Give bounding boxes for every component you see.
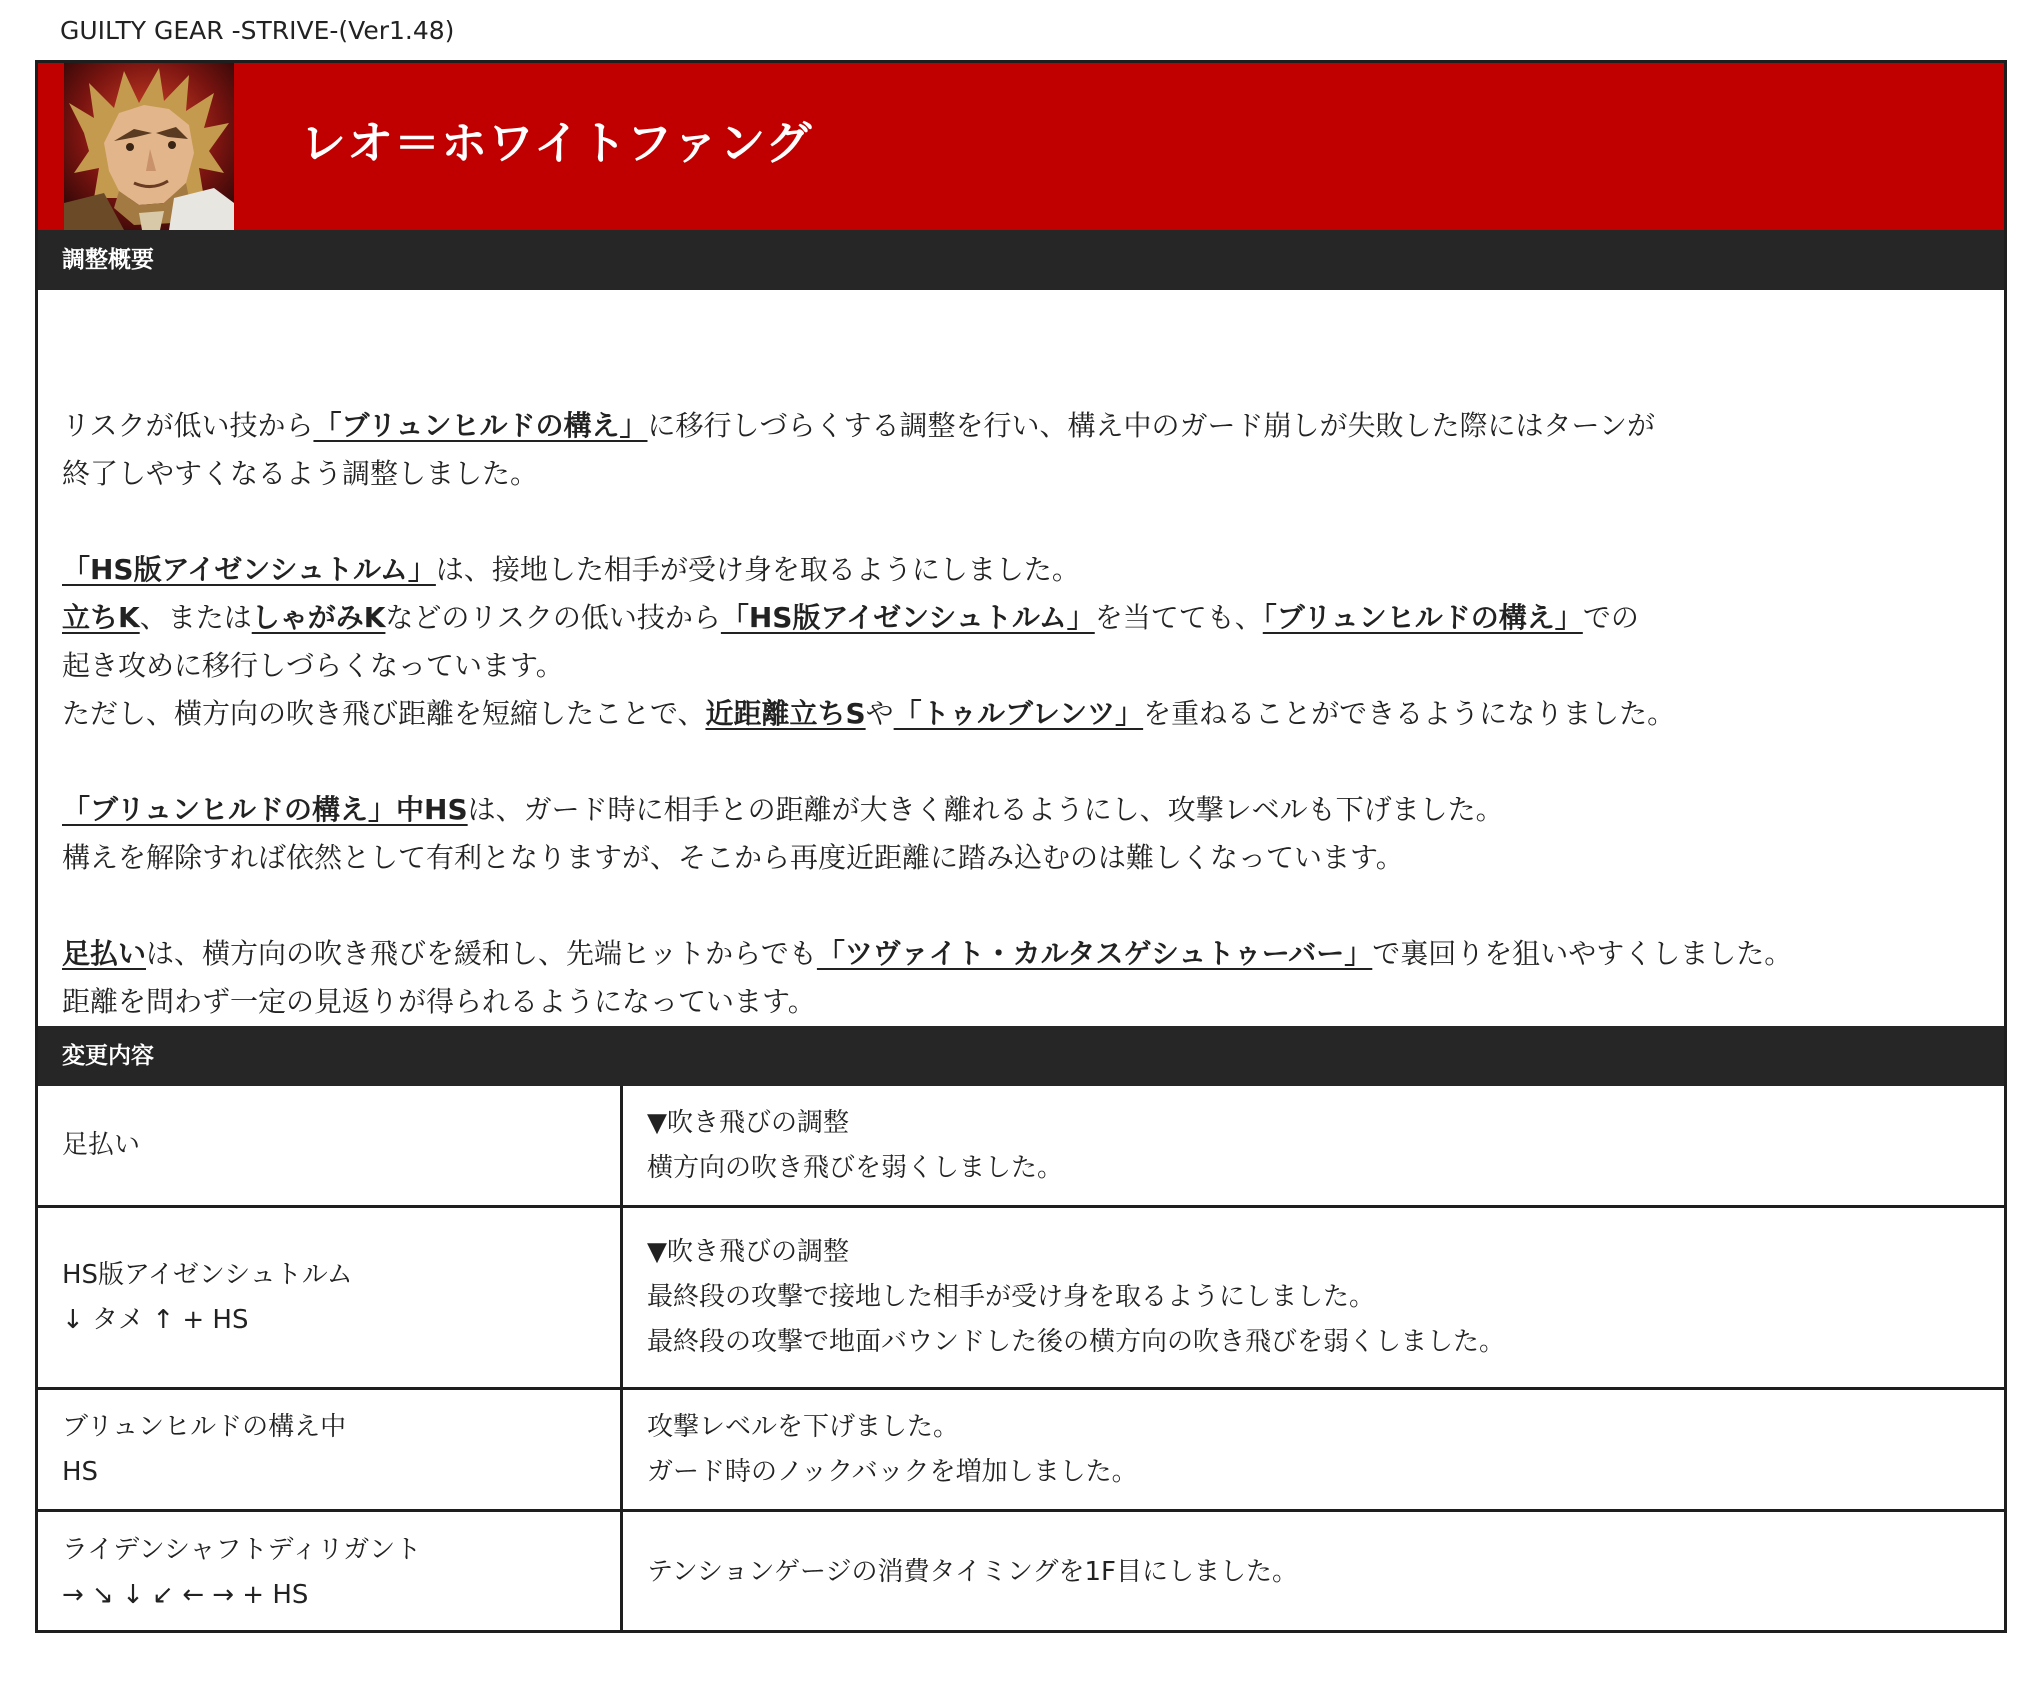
summary-line — [62, 834, 1962, 882]
summary-text: ただし、横方向の吹き飛び距離を短縮したことで、 — [62, 697, 706, 730]
summary-text: は、横方向の吹き飛びを緩和し、先端ヒットからでも — [146, 937, 817, 970]
move-link[interactable]: 「トゥルブレンツ」 — [893, 697, 1144, 730]
changes-table — [38, 1086, 2004, 1633]
move-name: ライデンシャフトディリガント — [62, 1534, 422, 1565]
move-link[interactable]: 「ブリュンヒルドの構え」 — [1262, 601, 1583, 634]
summary-text: 終了しやすくなるよう調整しました。 — [62, 457, 539, 490]
table-row — [38, 1389, 2004, 1511]
move-name: ブリュンヒルドの構え中 — [62, 1411, 347, 1442]
summary-text: で裏回りを狙いやすくしました。 — [1372, 937, 1793, 970]
move-link[interactable]: 足払い — [62, 937, 147, 970]
summary-line — [62, 930, 1962, 978]
section-header-summary: 調整概要 — [38, 230, 2004, 290]
summary-body — [62, 290, 1962, 1026]
summary-text: などのリスクの低い技から — [385, 601, 721, 634]
change-line: 最終段の攻撃で接地した相手が受け身を取るようにしました。 — [647, 1282, 1376, 1312]
move-command: → ↘ ↓ ↙ ← → + HS — [62, 1579, 309, 1610]
move-link[interactable]: しゃがみK — [251, 601, 386, 634]
summary-line — [62, 594, 1962, 642]
move-link[interactable]: 「ツヴァイト・カルタスゲシュトゥーバー」 — [816, 937, 1373, 970]
move-name-cell — [38, 1207, 622, 1389]
move-name: 足払い — [62, 1130, 141, 1160]
summary-line — [62, 690, 1962, 738]
character-name: レオ＝ホワイトファング — [300, 116, 813, 170]
change-description-cell — [622, 1086, 2005, 1207]
summary-text: での — [1582, 601, 1639, 634]
change-line: 最終段の攻撃で地面バウンドした後の横方向の吹き飛びを弱くしました。 — [647, 1327, 1506, 1357]
summary-paragraph — [62, 546, 1962, 738]
summary-line — [62, 450, 1962, 498]
change-line: ▼吹き飛びの調整 — [647, 1107, 849, 1138]
change-description-cell — [622, 1511, 2005, 1634]
change-line: 攻撃レベルを下げました。 — [647, 1411, 960, 1442]
summary-text: は、ガード時に相手との距離が大きく離れるようにし、攻撃レベルも下げました。 — [467, 793, 1504, 826]
summary-line — [62, 402, 1962, 450]
change-description-cell — [622, 1207, 2005, 1389]
move-link[interactable]: 「HS版アイゼンシュトルム」 — [720, 601, 1095, 634]
table-row — [38, 1207, 2004, 1389]
change-line: ガード時のノックバックを増加しました。 — [647, 1456, 1138, 1487]
character-portrait — [64, 63, 234, 230]
change-line: テンションゲージの消費タイミングを1F目にしました。 — [647, 1557, 1298, 1587]
summary-text: や — [865, 697, 894, 730]
move-name-cell — [38, 1511, 622, 1634]
move-link[interactable]: 「ブリュンヒルドの構え」中HS — [62, 793, 468, 826]
summary-text: 構えを解除すれば依然として有利となりますが、そこから再度近距離に踏み込むのは難しくなっています。 — [62, 841, 1404, 874]
section-header-changes: 変更内容 — [38, 1026, 2004, 1086]
summary-text: は、接地した相手が受け身を取るようにしました。 — [435, 553, 1080, 586]
move-link[interactable]: 「ブリュンヒルドの構え」 — [313, 409, 648, 442]
move-name-cell — [38, 1086, 622, 1207]
summary-text: 距離を問わず一定の見返りが得られるようになっています。 — [62, 985, 816, 1018]
table-row — [38, 1511, 2004, 1634]
summary-paragraph — [62, 930, 1962, 1026]
change-line: 横方向の吹き飛びを弱くしました。 — [647, 1152, 1064, 1183]
change-description-cell — [622, 1389, 2005, 1511]
portrait-illustration — [64, 63, 234, 230]
move-link[interactable]: 「HS版アイゼンシュトルム」 — [62, 553, 436, 586]
summary-text: を当てても、 — [1094, 601, 1263, 634]
game-title: GUILTY GEAR -STRIVE-(Ver1.48) — [60, 16, 455, 45]
move-command: HS — [62, 1456, 99, 1487]
character-header — [38, 63, 2004, 230]
move-name: HS版アイゼンシュトルム — [62, 1259, 353, 1290]
character-card — [35, 60, 2007, 1633]
change-line: ▼吹き飛びの調整 — [647, 1237, 849, 1267]
summary-line — [62, 978, 1962, 1026]
summary-text: に移行しづらくする調整を行い、構え中のガード崩しが失敗した際にはターンが — [647, 409, 1655, 442]
summary-text: を重ねることができるようになりました。 — [1143, 697, 1676, 730]
summary-line — [62, 546, 1962, 594]
move-link[interactable]: 近距離立ちS — [705, 697, 866, 730]
summary-text: 、または — [139, 601, 252, 634]
summary-paragraph — [62, 786, 1962, 882]
move-command: ↓ タメ ↑ + HS — [62, 1304, 249, 1335]
summary-text: リスクが低い技から — [62, 409, 314, 442]
summary-text: 起き攻めに移行しづらくなっています。 — [62, 649, 564, 682]
summary-paragraph — [62, 402, 1962, 498]
move-link[interactable]: 立ちK — [62, 601, 140, 634]
move-name-cell — [38, 1389, 622, 1511]
table-row — [38, 1086, 2004, 1207]
summary-line — [62, 786, 1962, 834]
summary-line — [62, 642, 1962, 690]
